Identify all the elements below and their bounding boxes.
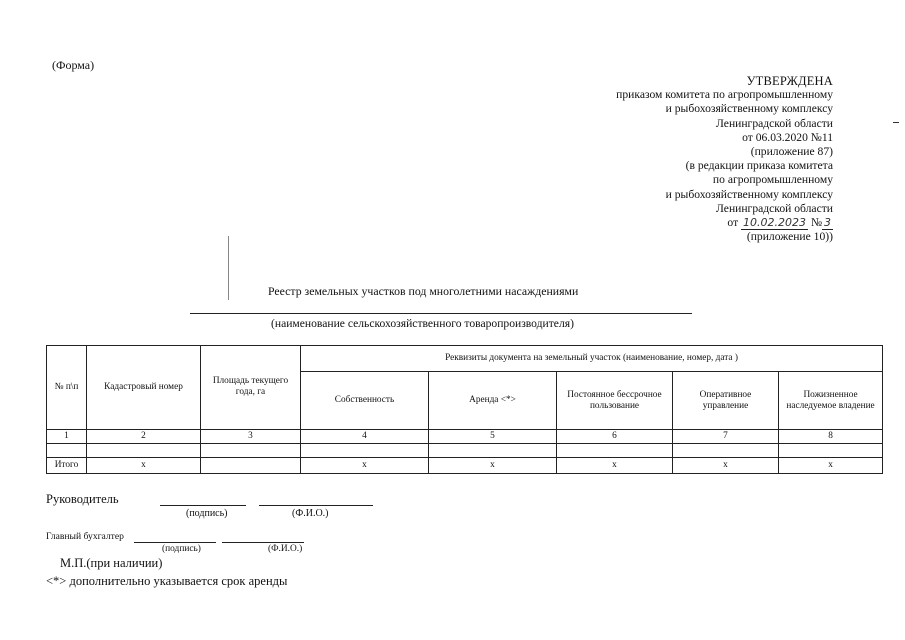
producer-caption: (наименование сельскохозяйственного товаропроизводителя) <box>271 317 574 330</box>
head-name-caption: (Ф.И.О.) <box>292 508 329 519</box>
head-signature-caption: (подпись) <box>186 508 228 519</box>
table-cell: х <box>673 458 779 474</box>
header-permanent-use: Постоянное бессрочное пользование <box>557 372 673 430</box>
table-cell: х <box>301 458 429 474</box>
total-label: Итого <box>47 458 87 474</box>
revision-number: 3 <box>824 216 831 230</box>
header-operational-management: Оперативное управление <box>673 372 779 430</box>
header-doc-group: Реквизиты документа на земельный участок (наименование, номер, дата ) <box>301 346 883 372</box>
header-ownership: Собственность <box>301 372 429 430</box>
revision-appendix: (приложение 10)) <box>746 230 833 244</box>
table-cell: 8 <box>779 430 883 444</box>
scan-fold-line <box>228 236 229 300</box>
table-row <box>47 430 883 444</box>
approval-line: (в редакции приказа комитета <box>685 159 833 173</box>
table-cell <box>429 444 557 458</box>
accountant-name-caption: (Ф.И.О.) <box>268 544 303 554</box>
footnote: <*> дополнительно указывается срок аренды <box>46 574 288 588</box>
table-header-row <box>47 346 883 372</box>
table-cell <box>557 444 673 458</box>
table-cell: х <box>87 458 201 474</box>
table-cell <box>201 444 301 458</box>
approval-block <box>616 74 833 244</box>
table-cell: 5 <box>429 430 557 444</box>
table-cell <box>87 444 201 458</box>
register-table <box>46 345 883 474</box>
table-cell: 6 <box>557 430 673 444</box>
form-label: (Форма) <box>52 58 95 72</box>
table-cell: 1 <box>47 430 87 444</box>
approval-line: Ленинградской области <box>716 116 833 130</box>
table-cell: 4 <box>301 430 429 444</box>
register-title: Реестр земельных участков под многолетними насаждениями <box>268 284 579 298</box>
head-label: Руководитель <box>46 492 119 506</box>
accountant-signature-line <box>134 542 216 543</box>
table-cell <box>301 444 429 458</box>
approval-line: по агропромышленному <box>712 173 833 187</box>
table-cell: х <box>557 458 673 474</box>
producer-name-line <box>190 313 692 314</box>
approval-line: и рыбохозяйственному комплексу <box>665 102 833 116</box>
table-cell <box>673 444 779 458</box>
approval-line: от 06.03.2020 №11 <box>742 130 833 144</box>
accountant-label: Главный бухгалтер <box>46 531 124 542</box>
revision-number-prefix: № <box>810 216 822 230</box>
approval-line: (приложение 87) <box>750 145 833 159</box>
margin-dash <box>893 122 899 123</box>
accountant-name-line <box>222 542 304 543</box>
table-row <box>47 444 883 458</box>
table-cell <box>47 444 87 458</box>
header-lifetime-possession: Пожизненное наследуемое владение <box>779 372 883 430</box>
approval-line: Ленинградской области <box>716 201 833 215</box>
accountant-signature-caption: (подпись) <box>162 544 201 554</box>
approval-line: приказом комитета по агропромышленному <box>616 88 833 102</box>
table-cell: 7 <box>673 430 779 444</box>
approval-line: и рыбохозяйственному комплексу <box>665 187 833 201</box>
revision-date: 10.02.2023 <box>743 216 807 230</box>
revision-line <box>616 216 833 230</box>
header-lease: Аренда <*> <box>429 372 557 430</box>
stamp-place: М.П.(при наличии) <box>60 556 163 570</box>
table-total-row <box>47 458 883 474</box>
table-cell: х <box>429 458 557 474</box>
header-area: Площадь текущего года, га <box>201 346 301 430</box>
table-cell: х <box>779 458 883 474</box>
table-cell: 3 <box>201 430 301 444</box>
header-num: № п\п <box>47 346 87 430</box>
table-cell <box>779 444 883 458</box>
head-signature-line <box>160 505 246 506</box>
head-name-line <box>259 505 373 506</box>
approval-title: УТВЕРЖДЕНА <box>746 74 833 88</box>
table-cell <box>201 458 301 474</box>
table-cell: 2 <box>87 430 201 444</box>
revision-prefix: от <box>727 216 739 230</box>
header-cadastral: Кадастровый номер <box>87 346 201 430</box>
